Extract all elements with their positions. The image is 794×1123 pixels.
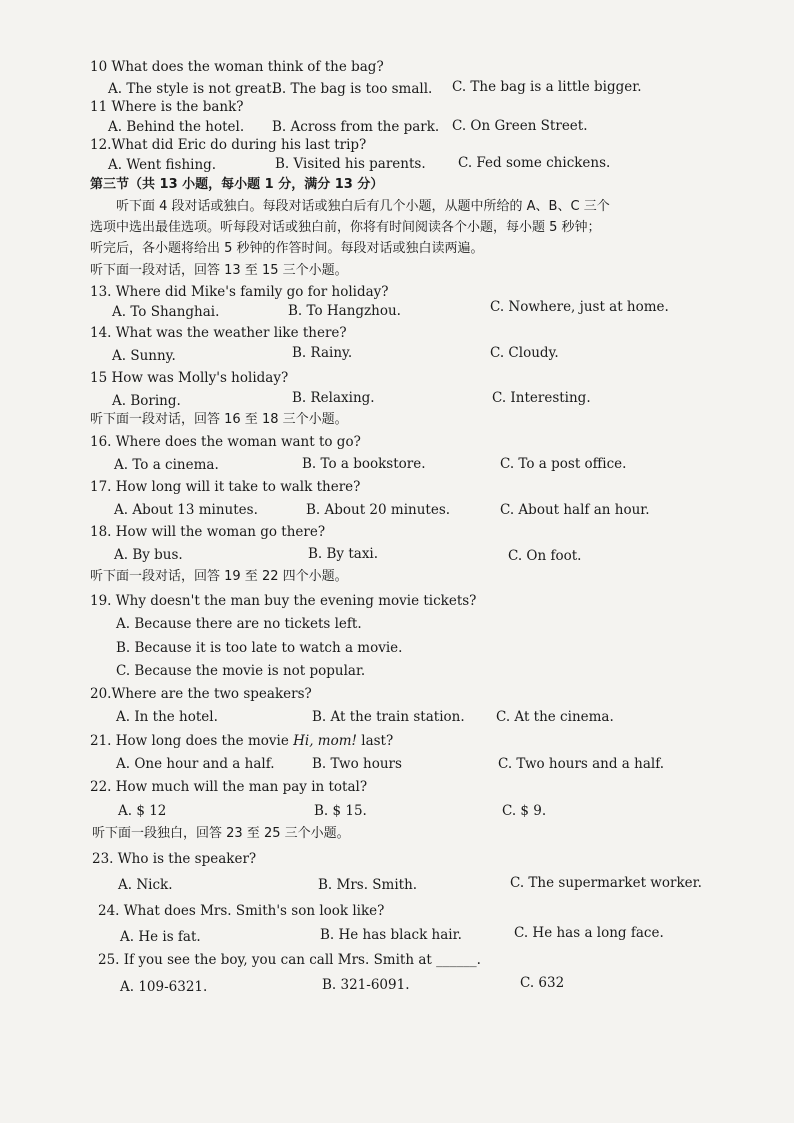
q16-stem: 16. Where does the woman want to go? [90, 434, 361, 450]
section-instruction-1: 听下面 4 段对话或独白。每段对话或独白后有几个小题，从题中所给的 A、B、C 三个 [116, 199, 610, 214]
q14-option-b: B. Rainy. [292, 345, 353, 361]
q21-option-c: C. Two hours and a half. [498, 756, 665, 772]
q12-option-b: B. Visited his parents. [275, 156, 426, 172]
q19-option-c: C. Because the movie is not popular. [116, 663, 366, 679]
q12-stem: 12.What did Eric do during his last trip? [90, 137, 367, 153]
q25-option-c: C. 632 [520, 975, 565, 991]
group-3-instruction: 听下面一段对话，回答 19 至 22 四个小题。 [90, 569, 348, 584]
q12-option-c: C. Fed some chickens. [458, 155, 611, 171]
q13-option-a: A. To Shanghai. [112, 304, 220, 320]
q25-option-a: A. 109-6321. [120, 979, 208, 995]
group-1-instruction: 听下面一段对话，回答 13 至 15 三个小题。 [90, 263, 348, 278]
q19-stem: 19. Why doesn't the man buy the evening movie tickets? [90, 593, 477, 609]
q22-option-c: C. $ 9. [502, 803, 547, 819]
q18-option-b: B. By taxi. [308, 546, 379, 562]
q15-option-a: A. Boring. [112, 393, 181, 409]
q19-option-b: B. Because it is too late to watch a movie. [116, 640, 403, 656]
q13-option-c: C. Nowhere, just at home. [490, 299, 669, 315]
q10-stem: 10 What does the woman think of the bag? [90, 59, 384, 75]
q14-option-a: A. Sunny. [112, 348, 176, 364]
q10-option-b: B. The bag is too small. [272, 81, 433, 97]
q25-option-b: B. 321-6091. [322, 977, 410, 993]
q20-stem: 20.Where are the two speakers? [90, 686, 312, 702]
q16-option-a: A. To a cinema. [114, 457, 219, 473]
q21-option-b: B. Two hours [312, 756, 402, 772]
q16-option-c: C. To a post office. [500, 456, 627, 472]
q13-option-b: B. To Hangzhou. [288, 303, 401, 319]
q15-option-c: C. Interesting. [492, 390, 591, 406]
q23-stem: 23. Who is the speaker? [92, 851, 257, 867]
q18-stem: 18. How will the woman go there? [90, 524, 326, 540]
group-4-instruction: 听下面一段独白，回答 23 至 25 三个小题。 [92, 826, 350, 841]
section-title: 第三节（共 13 小题，每小题 1 分，满分 13 分） [90, 177, 384, 192]
q23-option-c: C. The supermarket worker. [510, 875, 702, 891]
q23-option-b: B. Mrs. Smith. [318, 877, 418, 893]
q17-option-c: C. About half an hour. [500, 502, 650, 518]
q21-stem-pre: 21. How long does the movie [90, 733, 294, 749]
q22-option-b: B. $ 15. [314, 803, 367, 819]
q14-stem: 14. What was the weather like there? [90, 325, 347, 341]
q21-option-a: A. One hour and a half. [116, 756, 275, 772]
q24-option-c: C. He has a long face. [514, 925, 664, 941]
q21-stem [90, 732, 393, 750]
q20-option-c: C. At the cinema. [496, 709, 614, 725]
q17-option-b: B. About 20 minutes. [306, 502, 451, 518]
q13-stem: 13. Where did Mike's family go for holiday? [90, 284, 389, 300]
q17-option-a: A. About 13 minutes. [114, 502, 258, 518]
section-instruction-2: 选项中选出最佳选项。听每段对话或独白前，你将有时间阅读各个小题，每小题 5 秒钟； [90, 220, 601, 235]
group-2-instruction: 听下面一段对话，回答 16 至 18 三个小题。 [90, 412, 348, 427]
q18-option-a: A. By bus. [114, 547, 183, 563]
q25-stem: 25. If you see the boy, you can call Mrs. Smith at ______. [98, 952, 481, 968]
q20-option-b: B. At the train station. [312, 709, 465, 725]
q21-movie-title: Hi, mom! [293, 733, 357, 749]
q10-option-a: A. The style is not great. [108, 81, 276, 97]
q12-option-a: A. Went fishing. [108, 157, 217, 173]
q15-stem: 15 How was Molly's holiday? [90, 370, 289, 386]
q24-option-a: A. He is fat. [120, 929, 201, 945]
q17-stem: 17. How long will it take to walk there? [90, 479, 361, 495]
q11-stem: 11 Where is the bank? [90, 99, 244, 115]
q24-stem: 24. What does Mrs. Smith's son look like? [98, 903, 385, 919]
q11-option-c: C. On Green Street. [452, 118, 588, 134]
q11-option-b: B. Across from the park. [272, 119, 440, 135]
q23-option-a: A. Nick. [118, 877, 173, 893]
q21-stem-post: last? [356, 733, 394, 749]
q11-option-a: A. Behind the hotel. [108, 119, 245, 135]
q22-option-a: A. $ 12 [118, 803, 167, 819]
q19-option-a: A. Because there are no tickets left. [116, 616, 362, 632]
q15-option-b: B. Relaxing. [292, 390, 375, 406]
q22-stem: 22. How much will the man pay in total? [90, 779, 368, 795]
q18-option-c: C. On foot. [508, 548, 582, 564]
q14-option-c: C. Cloudy. [490, 345, 559, 361]
q16-option-b: B. To a bookstore. [302, 456, 426, 472]
q20-option-a: A. In the hotel. [116, 709, 218, 725]
q10-option-c: C. The bag is a little bigger. [452, 79, 642, 95]
q24-option-b: B. He has black hair. [320, 927, 462, 943]
section-instruction-3: 听完后，各小题将给出 5 秒钟的作答时间。每段对话或独白读两遍。 [90, 241, 484, 256]
